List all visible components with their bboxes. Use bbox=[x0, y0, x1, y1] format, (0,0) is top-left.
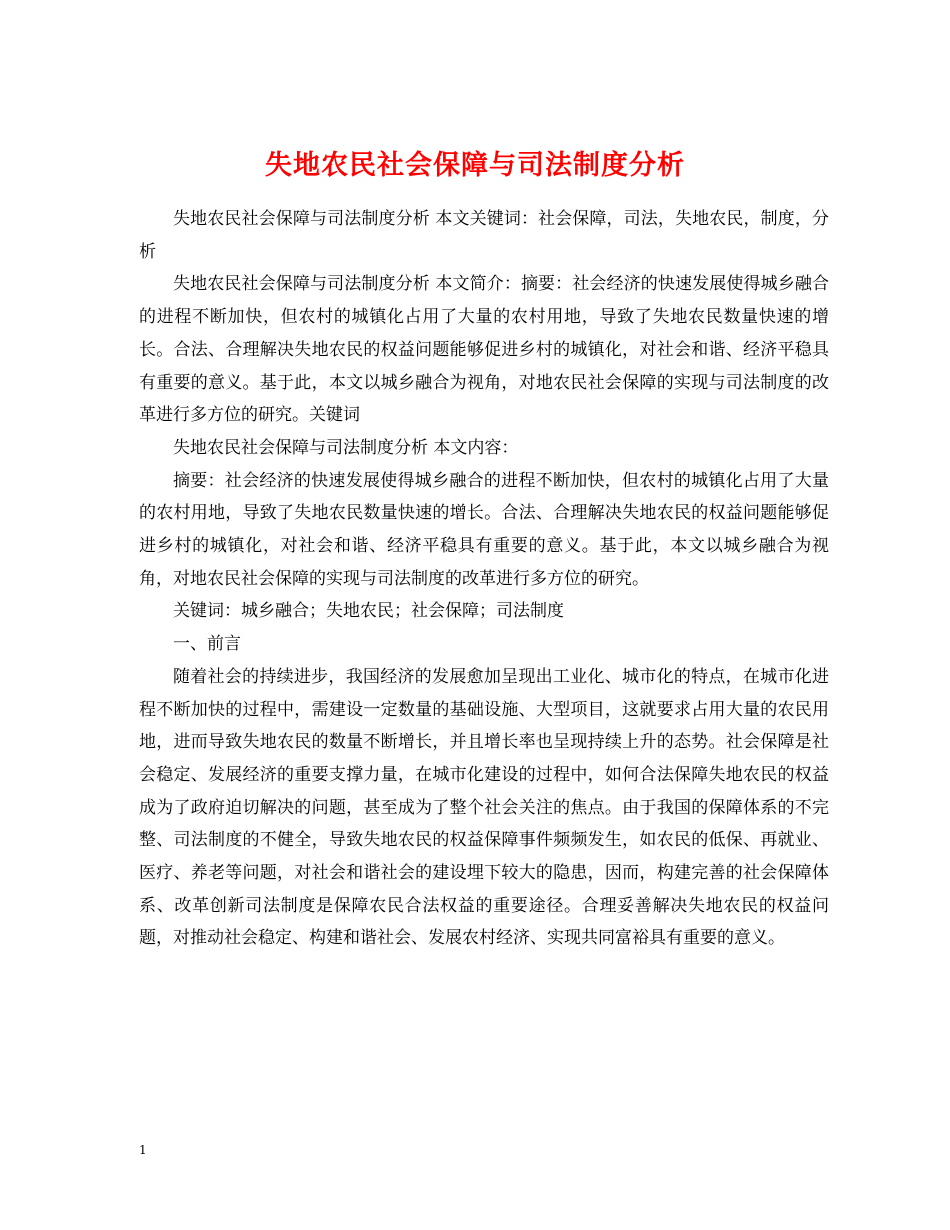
paragraph-keywords-intro: 失地农民社会保障与司法制度分析 本文关键词：社会保障，司法，失地农民，制度，分析 bbox=[139, 209, 829, 262]
paragraph-summary-intro: 失地农民社会保障与司法制度分析 本文简介：摘要：社会经济的快速发展使得城乡融合的进程不断加快，但农村的城镇化占用了大量的农村用地，导致了失地农民数量快速的增长。合法、合理解决失地农民的权益问题能够促进乡村的城镇化，对社会和谐、经济平稳具有重要的意义。基于此，本文以城乡融合为视角，对地农民社会保障的实现与司法制度的改革进行多方位的研究。关键词 bbox=[139, 274, 829, 426]
paragraph-preface: 随着社会的持续进步，我国经济的发展愈加呈现出工业化、城市化的特点，在城市化进程不断加快的过程中，需建设一定数量的基础设施、大型项目，这就要求占用大量的农民用地，进而导致失地农民的数量不断增长，并且增长率也呈现持续上升的态势。社会保障是社会稳定、发展经济的重要支撑力量，在城市化建设的过程中，如何合法保障失地农民的权益成为了政府迫切解决的问题，甚至成为了整个社会关注的焦点。由于我国的保障体系的不完整、司法制度的不健全，导致失地农民的权益保障事件频频发生，如农民的低保、再就业、医疗、养老等问题，对社会和谐社会的建设埋下较大的隐患，因而，构建完善的社会保障体系、改革创新司法制度是保障农民合法权益的重要途径。合理妥善解决失地农民的权益问题，对推动社会稳定、构建和谐社会、发展农村经济、实现共同富裕具有重要的意义。 bbox=[139, 666, 829, 949]
document-body bbox=[139, 203, 829, 955]
document-title: 失地农民社会保障与司法制度分析 bbox=[265, 150, 685, 182]
paragraph-keywords: 关键词：城乡融合；失地农民；社会保障；司法制度 bbox=[173, 601, 564, 622]
paragraph-content-heading: 失地农民社会保障与司法制度分析 本文内容： bbox=[173, 437, 519, 458]
page-number: 1 bbox=[139, 1143, 147, 1157]
paragraph-abstract: 摘要：社会经济的快速发展使得城乡融合的进程不断加快，但农村的城镇化占用了大量的农村用地，导致了失地农民数量快速的增长。合法、合理解决失地农民的权益问题能够促进乡村的城镇化，对社会和谐、经济平稳具有重要的意义。基于此，本文以城乡融合为视角，对地农民社会保障的实现与司法制度的改革进行多方位的研究。 bbox=[139, 470, 829, 589]
section-heading-preface: 一、前言 bbox=[173, 634, 241, 655]
